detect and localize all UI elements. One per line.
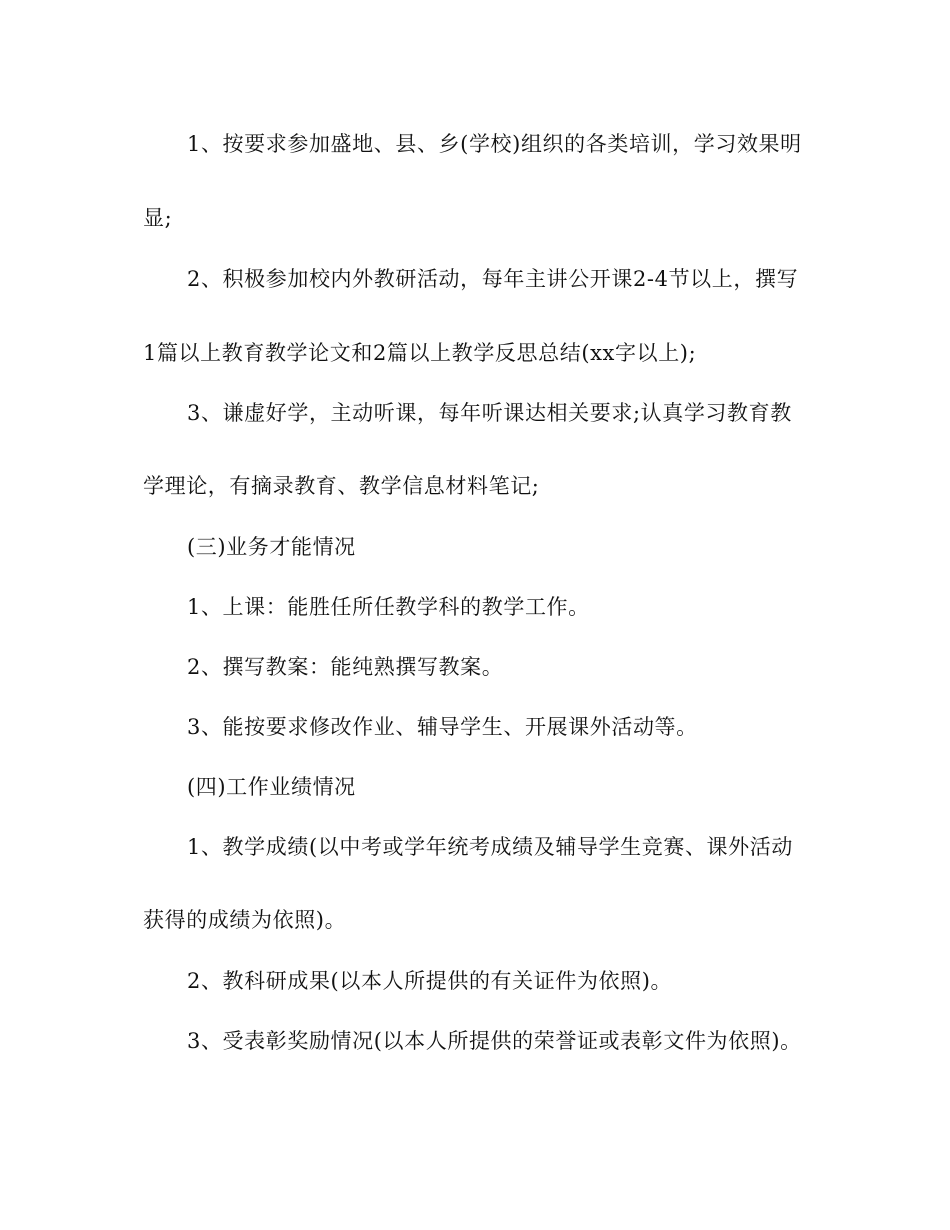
paragraph-line: 3、受表彰奖励情况(以本人所提供的荣誉证或表彰文件为依照)。	[187, 1029, 802, 1053]
section-heading: (四)工作业绩情况	[187, 775, 356, 799]
section-heading: (三)业务才能情况	[187, 535, 356, 559]
paragraph-line: 1篇以上教育教学论文和2篇以上教学反思总结(xx字以上);	[143, 341, 697, 365]
paragraph-line: 3、能按要求修改作业、辅导学生、开展课外活动等。	[187, 715, 698, 739]
paragraph-line: 1、上课：能胜任所任教学科的教学工作。	[187, 595, 590, 619]
paragraph-line: 显;	[143, 206, 173, 230]
paragraph-line: 2、积极参加校内外教研活动，每年主讲公开课2-4节以上，撰写	[187, 267, 799, 291]
paragraph-line: 学理论，有摘录教育、教学信息材料笔记;	[143, 474, 540, 498]
paragraph-line: 1、按要求参加盛地、县、乡(学校)组织的各类培训，学习效果明	[187, 132, 802, 156]
paragraph-line: 2、撰写教案：能纯熟撰写教案。	[187, 655, 504, 679]
paragraph-line: 2、教科研成果(以本人所提供的有关证件为依照)。	[187, 969, 673, 993]
paragraph-line: 获得的成绩为依照)。	[143, 908, 347, 932]
paragraph-line: 1、教学成绩(以中考或学年统考成绩及辅导学生竞赛、课外活动	[187, 835, 793, 859]
paragraph-line: 3、谦虚好学，主动听课，每年听课达相关要求;认真学习教育教	[187, 401, 792, 425]
